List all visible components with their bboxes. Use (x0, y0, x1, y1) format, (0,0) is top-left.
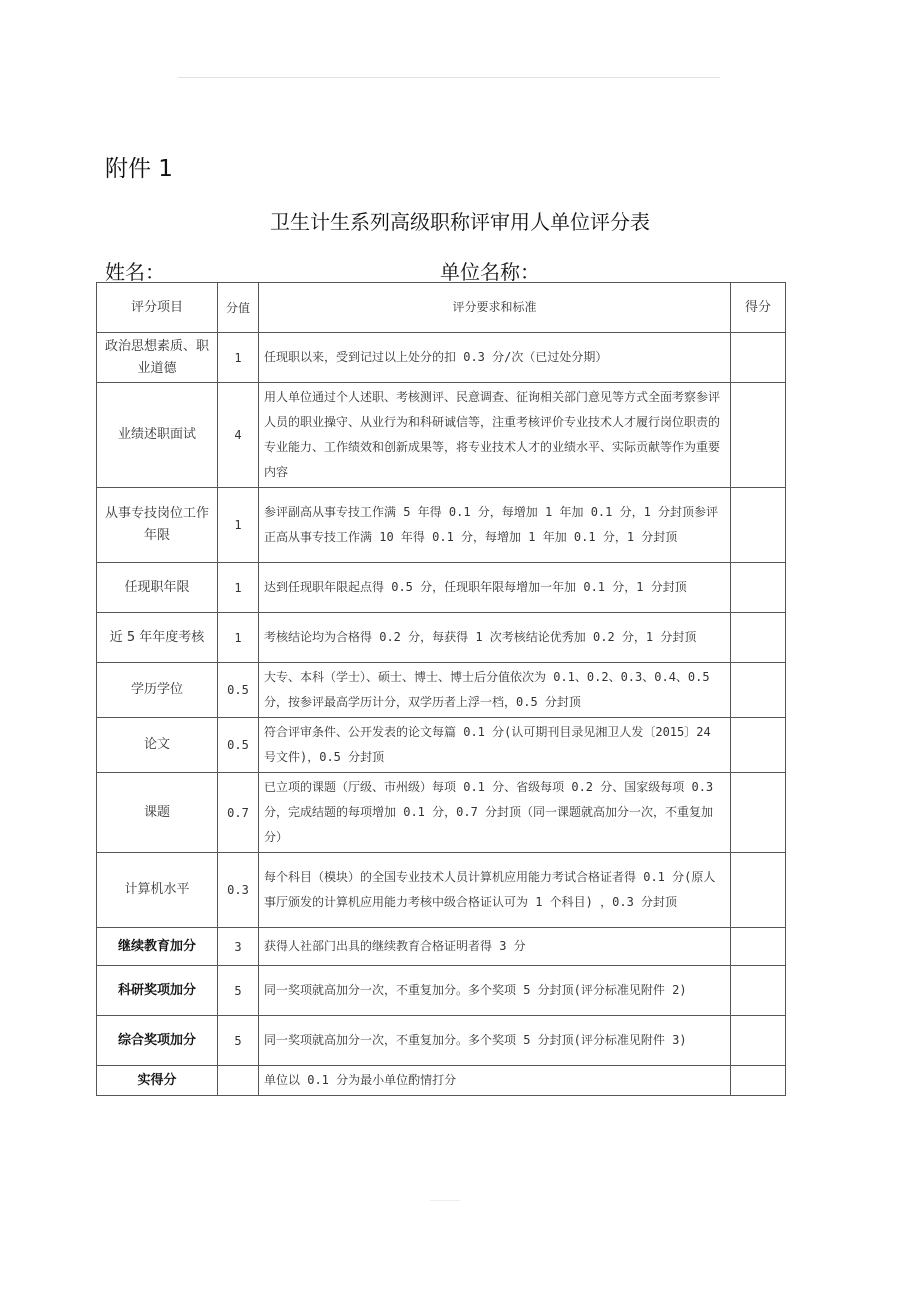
unit-name-label: 单位名称： (440, 260, 540, 284)
table-row (97, 613, 786, 663)
table-row (97, 853, 786, 928)
row-score[interactable] (731, 928, 786, 966)
row-score[interactable] (731, 488, 786, 563)
row-score[interactable] (731, 333, 786, 383)
row-item: 综合奖项加分 (97, 1016, 218, 1066)
row-item: 实得分 (97, 1066, 218, 1096)
row-points: 3 (218, 928, 259, 966)
row-points: 5 (218, 966, 259, 1016)
table-row (97, 773, 786, 853)
row-score[interactable] (731, 718, 786, 773)
scoring-table (96, 282, 786, 1096)
row-criteria: 参评副高从事专技工作满 5 年得 0.1 分，每增加 1 年加 0.1 分，1 分封顶参评正高从事专技工作满 10 年得 0.1 分，每增加 1 年加 0.1 分，1 分封顶 (259, 488, 731, 563)
attachment-label: 附件 1 (105, 156, 173, 182)
row-points: 1 (218, 563, 259, 613)
table-row (97, 488, 786, 563)
row-score[interactable] (731, 383, 786, 488)
row-criteria: 符合评审条件、公开发表的论文每篇 0.1 分(认可期刊目录见湘卫人发〔2015〕24 号文件)，0.5 分封顶 (259, 718, 731, 773)
row-item: 学历学位 (97, 663, 218, 718)
header-points: 分值 (218, 283, 259, 333)
row-score[interactable] (731, 563, 786, 613)
row-item: 课题 (97, 773, 218, 853)
row-points: 1 (218, 488, 259, 563)
table-row (97, 966, 786, 1016)
row-item: 计算机水平 (97, 853, 218, 928)
row-points: 0.7 (218, 773, 259, 853)
header-rule (178, 77, 720, 78)
row-criteria: 每个科目（模块）的全国专业技术人员计算机应用能力考试合格证者得 0.1 分(原人事厅颁发的计算机应用能力考核中级合格证认可为 1 个科目) ，0.3 分封顶 (259, 853, 731, 928)
row-criteria: 单位以 0.1 分为最小单位酌情打分 (259, 1066, 731, 1096)
row-score[interactable] (731, 1066, 786, 1096)
row-points: 0.5 (218, 718, 259, 773)
table-row (97, 663, 786, 718)
row-points: 4 (218, 383, 259, 488)
row-item: 近 5 年年度考核 (97, 613, 218, 663)
row-criteria: 用人单位通过个人述职、考核测评、民意调查、征询相关部门意见等方式全面考察参评人员的职业操守、从业行为和科研诚信等，注重考核评价专业技术人才履行岗位职责的专业能力、工作绩效和创新成果等，将专业技术人才的业绩水平、实际贡献等作为重要内容 (259, 383, 731, 488)
header-criteria: 评分要求和标准 (259, 283, 731, 333)
row-criteria: 达到任现职年限起点得 0.5 分，任现职年限每增加一年加 0.1 分，1 分封顶 (259, 563, 731, 613)
row-item: 任现职年限 (97, 563, 218, 613)
header-score: 得分 (731, 283, 786, 333)
row-points: 1 (218, 333, 259, 383)
row-points (218, 1066, 259, 1096)
document-title: 卫生计生系列高级职称评审用人单位评分表 (270, 210, 650, 234)
row-criteria: 获得人社部门出具的继续教育合格证明者得 3 分 (259, 928, 731, 966)
row-item: 从事专技岗位工作年限 (97, 488, 218, 563)
table-row (97, 563, 786, 613)
header-item: 评分项目 (97, 283, 218, 333)
row-item: 业绩述职面试 (97, 383, 218, 488)
row-score[interactable] (731, 663, 786, 718)
row-criteria: 考核结论均为合格得 0.2 分，每获得 1 次考核结论优秀加 0.2 分，1 分封顶 (259, 613, 731, 663)
row-criteria: 大专、本科（学士）、硕士、博士、博士后分值依次为 0.1、0.2、0.3、0.4、0.5 分，按参评最高学历计分，双学历者上浮一档，0.5 分封顶 (259, 663, 731, 718)
table-row (97, 383, 786, 488)
row-item: 科研奖项加分 (97, 966, 218, 1016)
table-row (97, 1066, 786, 1096)
row-criteria: 任现职以来，受到记过以上处分的扣 0.3 分/次（已过处分期） (259, 333, 731, 383)
row-points: 5 (218, 1016, 259, 1066)
row-points: 1 (218, 613, 259, 663)
row-points: 0.3 (218, 853, 259, 928)
footer-rule (430, 1200, 460, 1201)
name-label: 姓名： (105, 260, 165, 284)
row-score[interactable] (731, 613, 786, 663)
table-row (97, 1016, 786, 1066)
row-score[interactable] (731, 773, 786, 853)
row-criteria: 同一奖项就高加分一次，不重复加分。多个奖项 5 分封顶(评分标准见附件 3) (259, 1016, 731, 1066)
table-row (97, 928, 786, 966)
row-score[interactable] (731, 853, 786, 928)
row-item: 继续教育加分 (97, 928, 218, 966)
table-header-row (97, 283, 786, 333)
row-item: 论文 (97, 718, 218, 773)
row-score[interactable] (731, 966, 786, 1016)
row-score[interactable] (731, 1016, 786, 1066)
row-points: 0.5 (218, 663, 259, 718)
row-item: 政治思想素质、职业道德 (97, 333, 218, 383)
row-criteria: 已立项的课题（厅级、市州级）每项 0.1 分、省级每项 0.2 分、国家级每项 0.3 分，完成结题的每项增加 0.1 分，0.7 分封顶（同一课题就高加分一次，不重复加分） (259, 773, 731, 853)
table-row (97, 718, 786, 773)
table-row (97, 333, 786, 383)
row-criteria: 同一奖项就高加分一次，不重复加分。多个奖项 5 分封顶(评分标准见附件 2) (259, 966, 731, 1016)
